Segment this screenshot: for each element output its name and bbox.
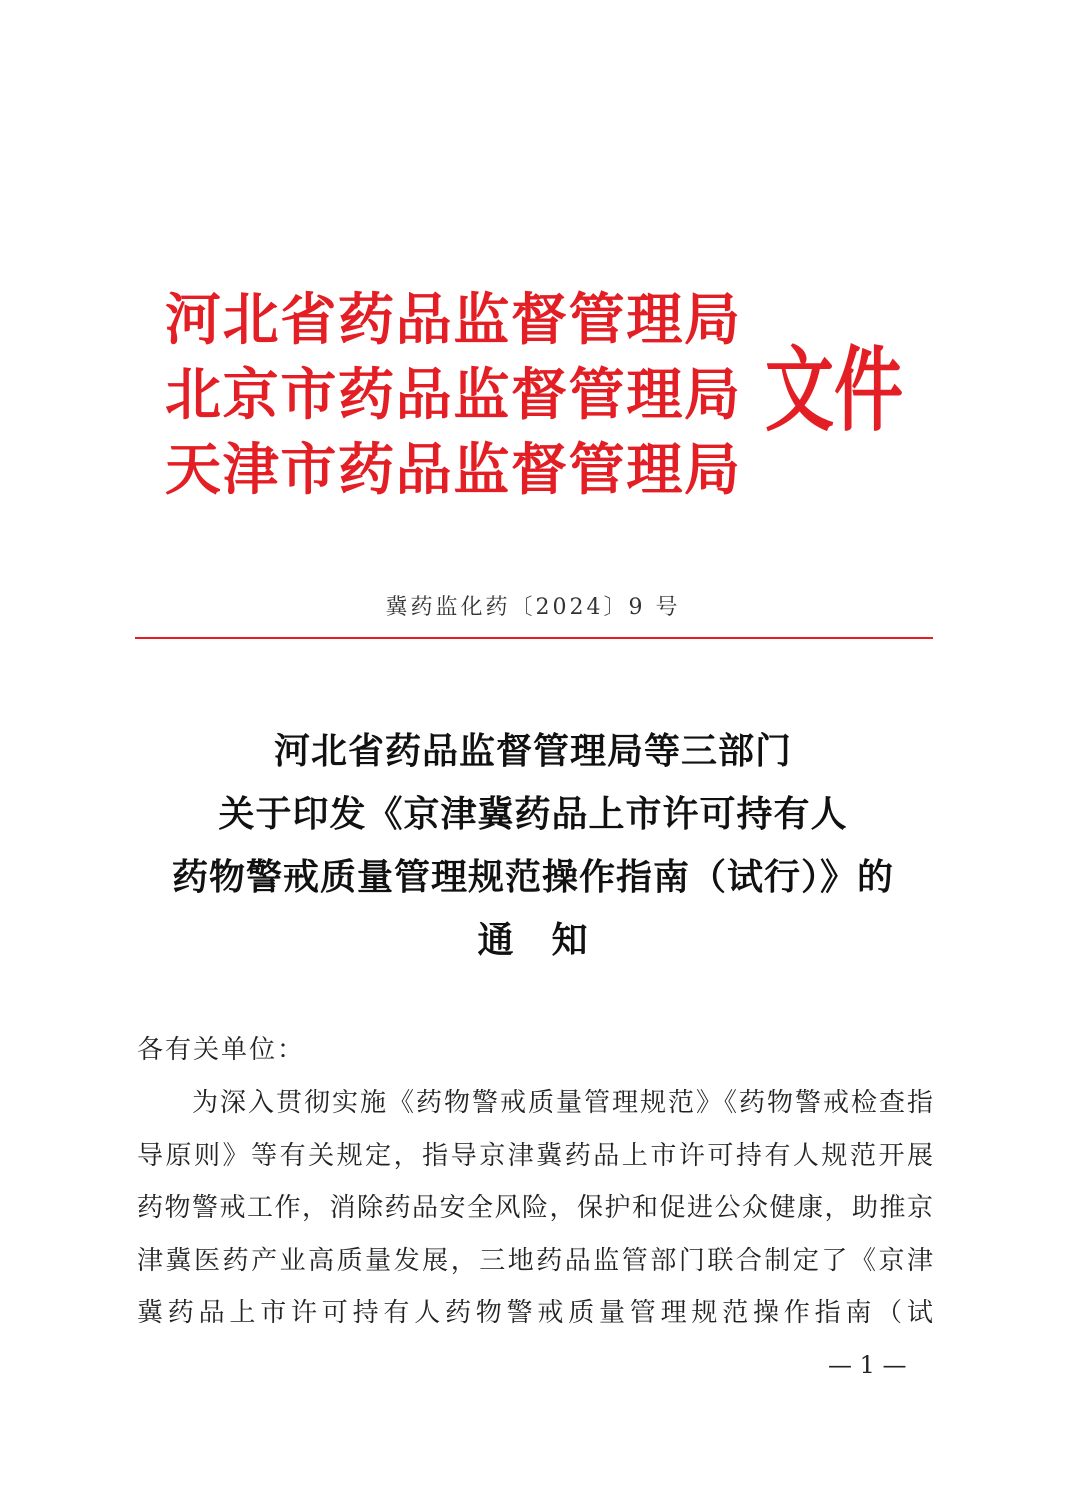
page-number: — 1 — (828, 1351, 907, 1379)
agency-beijing: 北京市药品监督管理局 (165, 362, 740, 428)
agency-tianjin: 天津市药品监督管理局 (165, 437, 740, 503)
body-line: 津冀医药产业高质量发展，三地药品监管部门联合制定了《京津 (137, 1245, 933, 1276)
document-type-label: 文件 (765, 336, 904, 444)
red-divider-line (135, 637, 933, 639)
body-line: 药物警戒工作，消除药品安全风险，保护和促进公众健康，助推京 (137, 1193, 933, 1223)
body-line: 导原则》等有关规定，指导京津冀药品上市许可持有人规范开展 (137, 1140, 933, 1171)
salutation: 各有关单位： (137, 1035, 306, 1065)
document-title (0, 720, 1066, 972)
body-line: 为深入贯彻实施《药物警戒质量管理规范》《药物警戒检查指 (192, 1088, 933, 1118)
issuing-agencies (165, 283, 740, 508)
title-line: 河北省药品监督管理局等三部门 (273, 730, 792, 772)
document-number: 冀药监化药〔2024〕9 号 (385, 595, 681, 620)
body-line: 冀药品上市许可持有人药物警戒质量管理规范操作指南（试 (137, 1298, 933, 1328)
title-line: 关于印发《京津冀药品上市许可持有人 (218, 793, 848, 835)
title-line: 药物警戒质量管理规范操作指南（试行）》的 (171, 856, 894, 898)
title-line: 通 知 (477, 919, 589, 961)
body-paragraph (137, 1077, 933, 1340)
agency-hebei: 河北省药品监督管理局 (165, 287, 740, 353)
